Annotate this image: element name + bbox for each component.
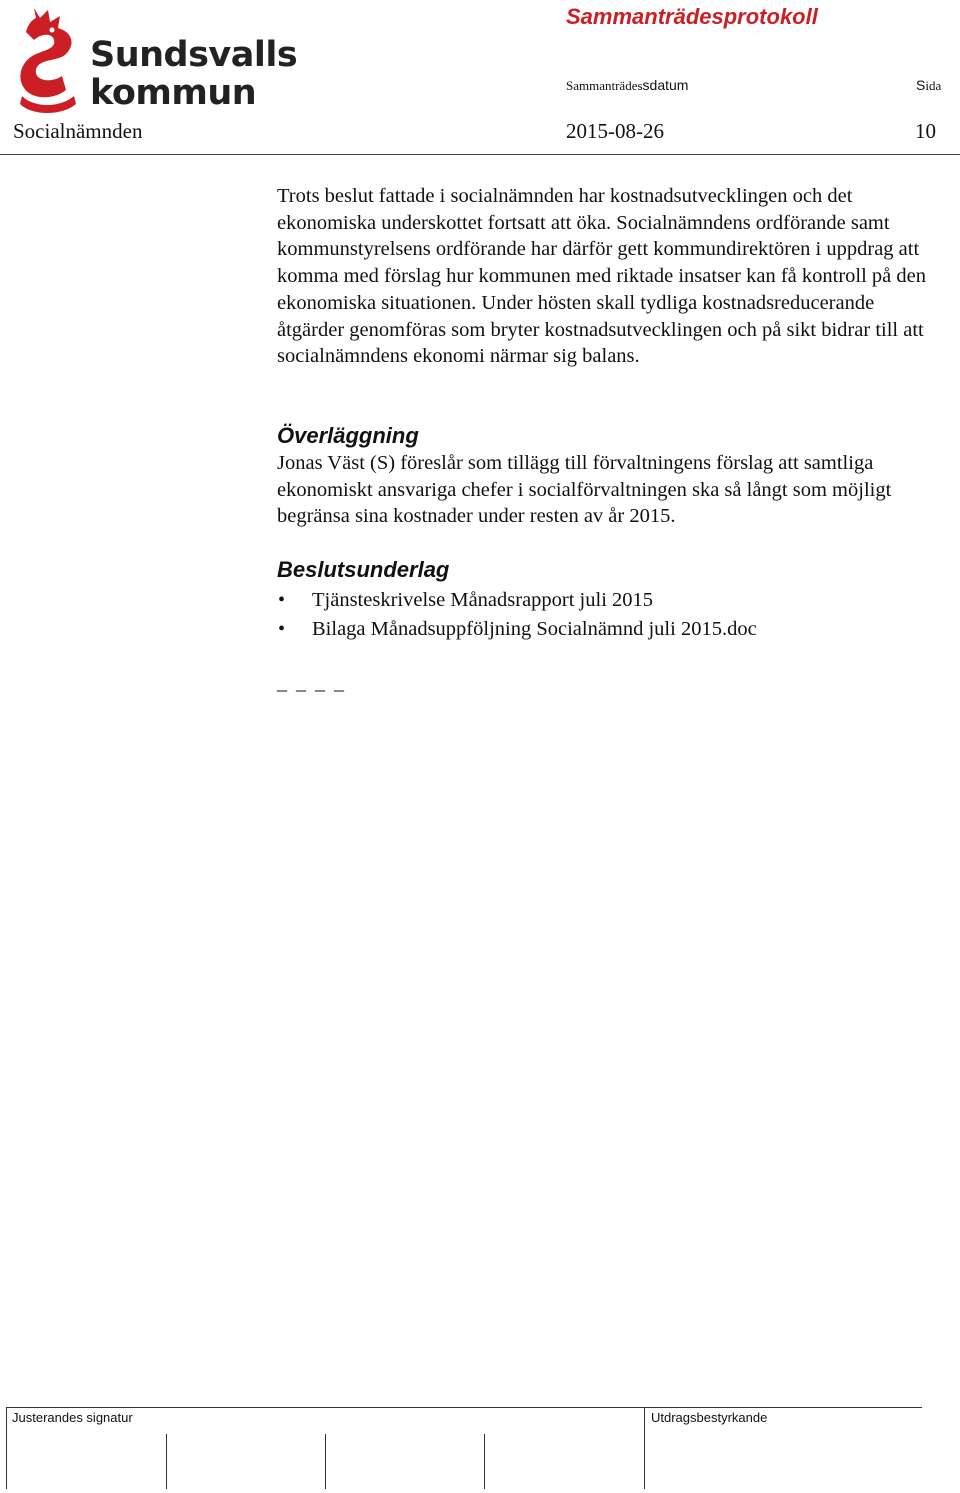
list-item — [277, 615, 917, 644]
signature-slot-divider — [484, 1434, 485, 1489]
footer-box-left-edge — [6, 1407, 7, 1489]
bullet-icon: • — [278, 618, 286, 640]
dragon-emblem-icon — [14, 4, 84, 116]
page-label — [916, 77, 941, 94]
beslutsunderlag-heading: Beslutsunderlag — [277, 557, 450, 582]
logo-word-kommun: kommun — [90, 73, 257, 113]
logo-word-sundsvalls: Sundsvalls — [90, 35, 298, 75]
committee-name: Socialnämnden — [13, 119, 143, 143]
page-number: 10 — [915, 119, 936, 143]
header-divider — [0, 154, 960, 155]
page-label-part2: ida — [925, 78, 942, 93]
meeting-date-label — [566, 77, 688, 94]
meeting-date-label-part1: Sammanträdes — [566, 78, 643, 93]
meeting-date: 2015-08-26 — [566, 119, 664, 143]
document-type-title: Sammanträdesprotokoll — [566, 4, 818, 29]
list-item-text: Bilaga Månadsuppföljning Socialnämnd juli 2015.doc — [312, 618, 757, 640]
signature-label: Justerandes signatur — [12, 1410, 133, 1425]
signature-slot-divider — [325, 1434, 326, 1489]
beslutsunderlag-list — [277, 586, 917, 644]
bullet-icon: • — [278, 589, 286, 611]
section-end-mark: _ _ _ _ — [277, 672, 346, 694]
footer-top-rule — [6, 1407, 922, 1408]
footer-box-divider — [644, 1407, 645, 1489]
page-label-part1: S — [916, 77, 926, 93]
list-item-text: Tjänsteskrivelse Månadsrapport juli 2015 — [312, 589, 654, 611]
overlaggning-heading: Överläggning — [277, 423, 419, 448]
list-item — [277, 586, 917, 615]
overlaggning-paragraph: Jonas Väst (S) föreslår som tillägg till förvaltningens förslag att samtliga ekonomiskt ansvariga chefer i socialförvaltningen ska så långt som möjligt begränsa sina kostnader under resten av år 2015. — [277, 452, 892, 528]
sundsvalls-kommun-logo — [14, 4, 304, 116]
certification-label: Utdragsbestyrkande — [651, 1410, 768, 1425]
signature-slot-divider — [166, 1434, 167, 1489]
intro-paragraph: Trots beslut fattade i socialnämnden har kostnadsutvecklingen och det ekonomiska underskottet fortsatt att öka. Socialnämndens ordförande samt kommunstyrelsens ordförande har därför gett kommundirektören i uppdrag att komma med förslag hur kommunen med riktade insatser kan få kontroll på den ekonomiska situationen. Under hösten skall tydliga kostnadsreducerande åtgärder genomföras som bryter kostnadsutvecklingen och på sikt bidrar till att socialnämndens ekonomi närmar sig balans. — [277, 185, 926, 368]
meeting-date-label-part2: sdatum — [642, 77, 689, 93]
